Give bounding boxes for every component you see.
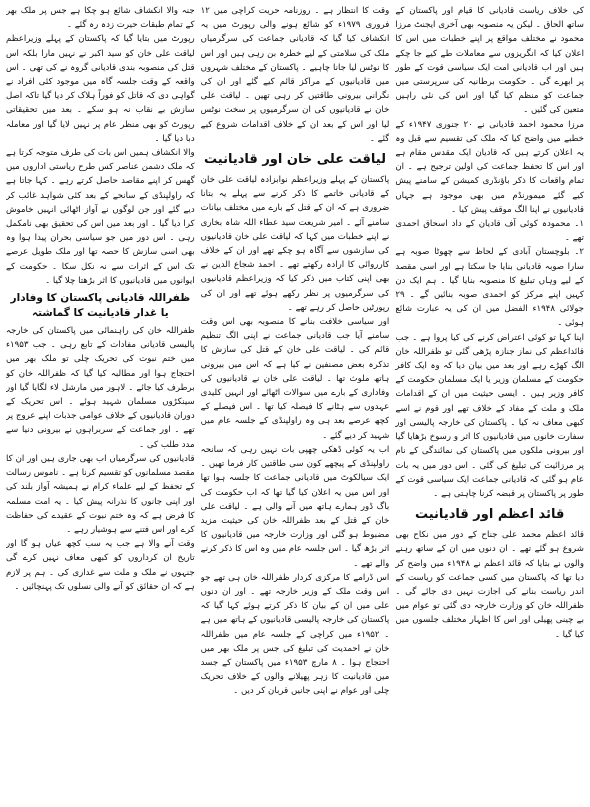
paragraph: اب یہ کوئی ڈھکی چھپی بات نہیں رہی کہ سانحہ راولپنڈی کے پیچھے کون سی طاقتیں کار فرما تھیں ۔ ایک سیالکوٹ میں قادیانی جماعت کا جلسہ ہوا تھا اور اس میں یہ اعلان کیا گیا تھا کہ اب حکومت کی باگ ڈور ہمارے ہاتھ میں آنے والی ہے ۔ لیاقت علی خان کے قتل کے بعد ظفراللہ خان کی حیثیت مزید مضبوط ہو گئی اور وزارت خارجہ میں قادیانیوں کا اثر بڑھ گیا ۔ اس جلسہ عام میں وہ اس کا ذکر کرنے والے تھے ۔ — [200, 444, 390, 569]
paragraph: پاکستان کے پہلے وزیراعظم نوابزادہ لیاقت علی خان کے قادیانی خاتمے کا ذکر کرنے سے پہلے یہ بتانا ضروری ہے کہ ان کے قتل کے بارے میں مختلف بیانات سامنے آئے ۔ امیر شریعت سید عطاء اللہ شاہ بخاری نے اپنے خطبات میں کہا کہ لیاقت علی خان قادیانیوں کی سازشوں سے آگاہ ہو چکے تھے اور ان کے خلاف کارروائی کا ارادہ رکھتے تھے ۔ احمد شجاع الدین نے بھی اپنی کتاب میں ذکر کیا کہ وزیراعظم قادیانیوں کی سرگرمیوں پر نظر رکھے ہوئے تھے اور ان کی رپورٹیں حاصل کر رہے تھے ۔ — [200, 175, 390, 313]
paragraph: رپورٹ میں بتایا گیا کہ پاکستان کے پہلے وزیراعظم لیاقت علی خان کو سید اکبر نے نہیں مارا بلکہ اس قتل کی منصوبہ بندی قادیانی گروہ نے کی تھی ۔ اس واقعہ کے وقت جلسہ گاہ میں موجود کئی افراد نے گواہی دی کہ قاتل کو فوراً ہلاک کر دیا گیا تاکہ اصل سازش بے نقاب نہ ہو سکے ۔ بعد میں تحقیقاتی رپورٹ کو بھی منظر عام پر نہیں لایا گیا اور معاملہ دبا دیا گیا ۔ — [5, 34, 195, 144]
middle-column — [201, 4, 390, 802]
paragraph: ظفراللہ خان کی راہنمائی میں پاکستان کی خارجہ پالیسی قادیانی مفادات کے تابع رہی ۔ جب ۱۹۵۳ء میں ختم نبوت کی تحریک چلی تو ملک بھر میں احتجاج ہوا اور مطالبہ کیا گیا کہ ظفراللہ خان کو برطرف کیا جائے ۔ لاہور میں مارشل لاء لگایا گیا اور سینکڑوں مسلمان شہید ہوئے ۔ اس تحریک کے دوران قادیانیوں کے خلاف عوامی جذبات اپنے عروج پر تھے ۔ اور جماعت کے سربراہوں نے بیرونی دنیا سے مدد طلب کی ۔ — [5, 326, 195, 450]
paragraph: اپنا کہا تو کوئی اعتراض کرنے کی کیا پروا ہے ۔ جب قائداعظم کی نماز جنازہ پڑھی گئی تو ظفراللہ خان الگ کھڑے رہے اور بعد میں بیان دیا کہ وہ ایک کافر حکومت کے مسلمان وزیر یا ایک مسلمان حکومت کے کافر وزیر ہیں ۔ ایسی حیثیت میں ان کے اقدامات ملک و ملت کے مفاد کے خلاف تھے اور قوم نے اسے کبھی معاف نہ کیا ۔ پاکستان کی خارجہ پالیسی اور سفارت خانوں میں قادیانیوں کا اثر و رسوخ بڑھایا گیا اور بیرونی ملکوں میں پاکستان کی نمائندگی کے نام پر مرزائیت کی تبلیغ کی گئی ۔ اس دور میں یہ بات عام ہو گئی کہ قادیانی جماعت ایک سیاسی قوت کے طور پر پاکستان پر قبضہ کرنا چاہتی ہے ۔ — [395, 332, 584, 499]
paragraph: والا انکشاف ہمیں اس بات کی طرف متوجہ کرتا ہے کہ ملک دشمن عناصر کس طرح ریاستی اداروں میں گھس کر اپنے مقاصد حاصل کرتے رہے ۔ کہا جاتا ہے کہ راولپنڈی کے سانحے کے بعد کئی شواہد غائب کر دیے گئے اور جن لوگوں نے آواز اٹھائی انہیں خاموش کرا دیا گیا ۔ اور بعد میں اس کی تحقیق بھی نامکمل رہی ۔ اس دور میں جو سیاسی بحران پیدا ہوا وہ بھی اسی سازش کا حصہ تھا اور ملک طویل عرصے تک اس کے اثرات سے نہ نکل سکا ۔ حکومت کے ایوانوں میں قادیانیوں کا اثر بڑھتا چلا گیا ۔ — [5, 148, 195, 286]
right-column — [395, 4, 584, 802]
paragraph: قادیانیوں کی سرگرمیاں اب بھی جاری ہیں اور ان کا مقصد مسلمانوں کو تقسیم کرنا ہے ۔ ناموس رسالت کے تحفظ کے لیے علماء کرام نے ہمیشہ آواز بلند کی اور اپنی جانوں کا نذرانہ پیش کیا ۔ یہ امت مسلمہ کا فرض ہے کہ وہ ختم نبوت کے عقیدے کی حفاظت کرے اور اس فتنے سے ہوشیار رہے ۔ — [5, 453, 195, 535]
paragraph: جنہ والا انکشاف شائع ہو چکا ہے جس پر ملک بھر کے تمام طبقات حیرت زدہ رہ گئے ۔ — [5, 6, 195, 31]
paragraph: قائد اعظم محمد علی جناح کے دور میں نکاح بھی شروع ہو گئے تھے ۔ ان دنوں میں ان کے ساتھ رہنے والوں نے بتایا کہ قائد اعظم نے ۱۹۴۸ء میں واضح کر دیا تھا کہ پاکستان میں کسی جماعت کو ریاست کے اندر ریاست بنانے کی اجازت نہیں دی جائے گی ۔ ظفراللہ خان کو وزارت خارجہ دی گئی تو عوام میں بے چینی پھیلی اور اس کا اظہار مختلف جلسوں میں کیا گیا ۔ — [395, 530, 584, 640]
document-page — [6, 4, 584, 802]
paragraph: وقت کا انتظار ہے ۔ روزنامہ حریت کراچی میں ۱۲ فروری ۱۹۷۹ء کو شائع ہونے والی رپورٹ میں یہ انکشاف کیا گیا کہ قادیانی جماعت کی سرگرمیاں ملک کی سلامتی کے لیے خطرہ بن رہی ہیں اور اس کا نوٹس لیا جانا چاہیے ۔ پاکستان کے مختلف شہروں میں قادیانیوں کے مراکز قائم کیے گئے اور ان کی نگرانی بیرونی طاقتیں کر رہی تھیں ۔ لیاقت علی خان نے قادیانیوں کی ان سرگرمیوں پر سخت نوٹس لیا اور اس کے بعد ان کے خلاف اقدامات شروع کیے گئے ۔ — [200, 6, 390, 144]
list-item: ۲۔ بلوچستان آبادی کے لحاظ سے چھوٹا صوبہ ہے سارا صوبہ قادیانی بنایا جا سکتا ہے اور اسی مقصد کے لیے وہاں تبلیغ کا منصوبہ بنایا گیا ۔ ہم ایک دن کہیں اپنے مرکز کو احمدی صوبہ بنائیں گے ۔ ۲۹ جولائی ۱۹۴۸ء الفضل میں ان کی یہ عبارت شائع ہوئی ۔ — [395, 247, 584, 329]
paragraph: وقت آنے والا ہے جب یہ سب کچھ عیاں ہو گا اور تاریخ ان کرداروں کو کبھی معاف نہیں کرے گی جنہوں نے ملک و ملت سے غداری کی ۔ ہم پر لازم ہے کہ ان حقائق کو آنے والی نسلوں تک پہنچائیں ۔ — [5, 539, 195, 592]
section-heading: قائد اعظم اور قادیانیت — [414, 507, 565, 523]
paragraph: مرزا محمود احمد قادیانی نے ۲۰ جنوری ۱۹۴۷ء کے خطبے میں واضح کیا کہ ملک کی تقسیم سے قبل وہ یہ اعلان کرتے ہیں کہ قادیان ایک مقدس مقام ہے اور اس کا تحفظ جماعت کی اولین ترجیح ہے ۔ ان تمام واقعات کا ذکر باؤنڈری کمیشن کے سامنے پیش کیے گئے میمورنڈم میں بھی موجود ہے جہاں قادیانیوں نے اپنا الگ موقف پیش کیا ۔ — [395, 119, 584, 215]
paragraph: اس ڈرامے کا مرکزی کردار ظفراللہ خان ہی تھے جو اس وقت ملک کے وزیر خارجہ تھے ۔ اور ان دنوں علی میں ان کے بیان کا ذکر کرتے ہوئے کہا گیا کہ پاکستان کی خارجہ پالیسی قادیانیوں کے ہاتھ میں ہے ۔ ۱۹۵۲ء میں کراچی کے جلسہ عام میں ظفراللہ خان نے احمدیت کی تبلیغ کی جس پر ملک بھر میں احتجاج ہوا ۔ ۸ مارچ ۱۹۵۳ء میں پاکستان کے جسد میں قادیانیت کا زہر پھیلانے والوں کے خلاف تحریک چلی اور عوام نے اپنی جانیں قربان کر دیں ۔ — [200, 572, 390, 697]
left-column — [6, 4, 195, 802]
section-subheading: ظفراللہ قادیانی پاکستان کا وفادار یا غدار قادیانیت کا گماشتہ — [10, 292, 191, 320]
section-heading: لیاقت علی خان اور قادیانیت — [204, 152, 386, 168]
paragraph: کی خلاف ریاست قادیانی کا قیام اور پاکستان کے ساتھ الحاق ۔ لیکن یہ منصوبہ بھی آخری ایجنٹ مرزا محمود نے مختلف مواقع پر اپنے خطبات میں اس کا اعلان کیا کہ انگریزوں سے معاملات طے کیے جا چکے ہیں اور اب قادیانی امت ایک سیاسی قوت کے طور پر ابھرے گی ۔ حکومت برطانیہ کی سرپرستی میں جماعت کو منظم کیا گیا اور اس کی نئی راہیں متعین کی گئیں ۔ — [395, 6, 584, 116]
list-item: ۱۔ محمودہ کوئی آف قادیان کے داد اسحاق احمدی تھے ۔ — [395, 219, 584, 244]
paragraph: اور سیاسی خلافت بنانے کا منصوبہ بھی اس وقت سامنے آیا جب قادیانی جماعت نے اپنی الگ تنظیم قائم کی ۔ لیاقت علی خان کے قتل کی سازش کا تذکرہ بعض مصنفین نے کیا ہے کہ اس میں بیرونی ہاتھ ملوث تھا ۔ لیاقت علی خان نے قادیانیوں کی وفاداری کے بارے میں سوالات اٹھائے اور انہیں کلیدی عہدوں سے ہٹانے کا فیصلہ کیا تھا ۔ اس فیصلے کے کچھ عرصے بعد ہی وہ راولپنڈی کے جلسہ عام میں شہید کر دیے گئے ۔ — [200, 317, 390, 441]
